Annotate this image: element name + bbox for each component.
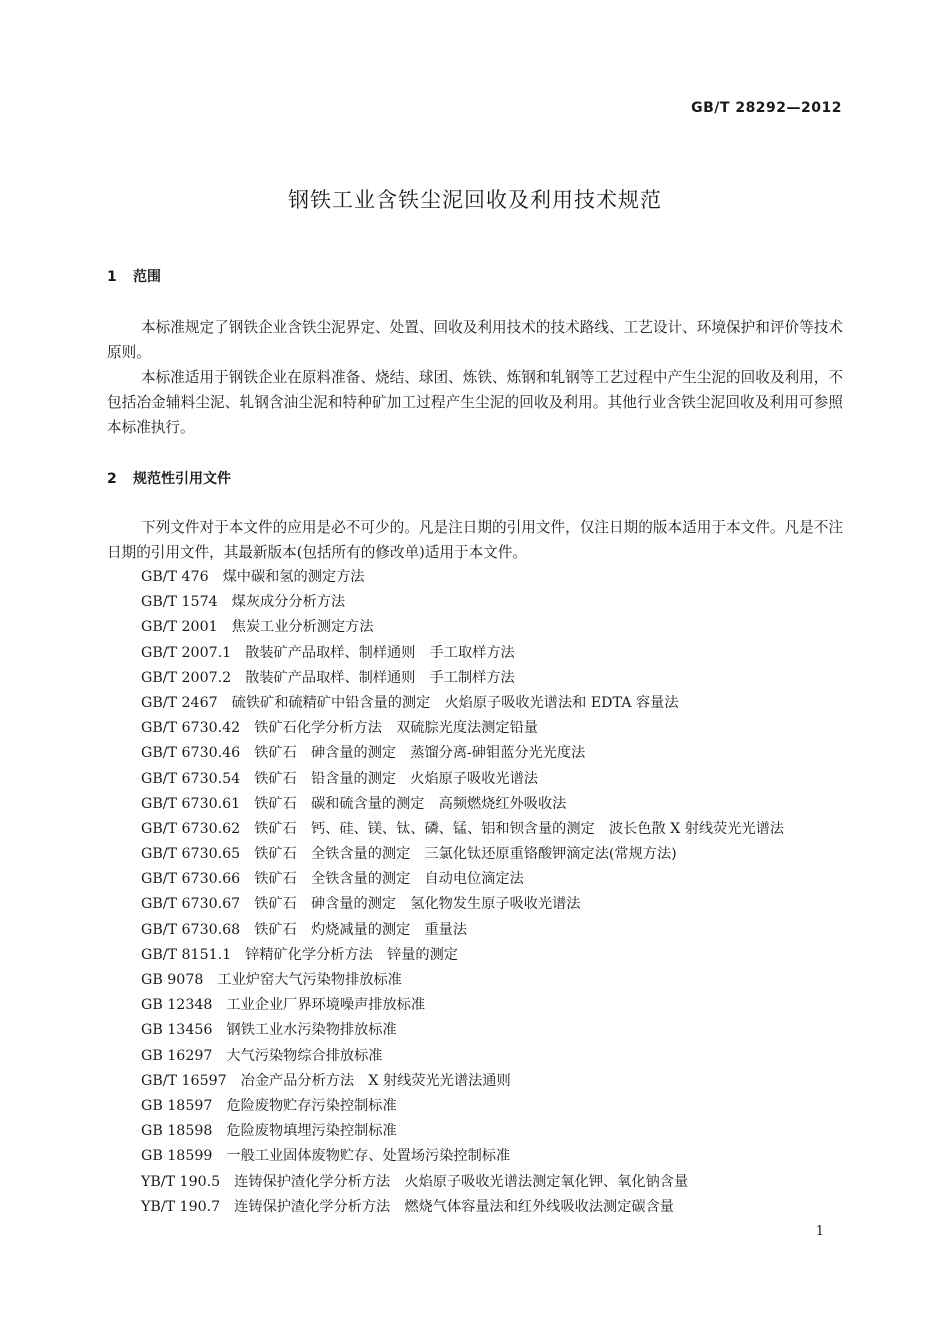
scope-paragraph-2: 本标准适用于钢铁企业在原料准备、烧结、球团、炼铁、炼钢和轧钢等工艺过程中产生尘泥的回收及利用，不包括冶金辅料尘泥、轧钢含油尘泥和特种矿加工过程产生尘泥的回收及利用。其他行业含铁尘泥回收及利用可参照本标准执行。	[107, 369, 843, 436]
reference-item	[141, 641, 861, 666]
reference-list	[141, 565, 861, 1220]
reference-title: 铁矿石 全铁含量的测定 自动电位滴定法	[254, 871, 524, 888]
reference-title: 铁矿石 砷含量的测定 氢化物发生原子吸收光谱法	[254, 896, 581, 913]
reference-item	[141, 1069, 861, 1094]
reference-title: 连铸保护渣化学分析方法 燃烧气体容量法和红外线吸收法测定碳含量	[234, 1198, 674, 1215]
reference-code: GB/T 1574	[141, 594, 218, 611]
reference-item	[141, 993, 861, 1018]
section-title: 范围	[133, 269, 161, 285]
reference-item	[141, 716, 861, 741]
standard-code: GB/T 28292—2012	[691, 100, 842, 116]
reference-item	[141, 892, 861, 917]
section-title: 规范性引用文件	[133, 471, 231, 487]
reference-title: 铁矿石 钙、硅、镁、钛、磷、锰、铝和钡含量的测定 波长色散 X 射线荧光光谱法	[254, 820, 785, 837]
reference-code: GB 9078	[141, 972, 204, 988]
scope-paragraph-1: 本标准规定了钢铁企业含铁尘泥界定、处置、回收及利用技术的技术路线、工艺设计、环境保护和评价等技术原则。	[107, 319, 843, 361]
reference-item	[141, 666, 861, 691]
reference-code: GB/T 6730.61	[141, 795, 241, 812]
reference-item	[141, 1119, 861, 1144]
reference-code: GB/T 2001	[141, 619, 218, 636]
reference-title: 一般工业固体废物贮存、处置场污染控制标准	[226, 1148, 511, 1165]
reference-code: GB/T 16597	[141, 1072, 227, 1089]
reference-title: 大气污染物综合排放标准	[226, 1047, 383, 1064]
reference-item	[141, 767, 861, 792]
reference-title: 煤灰成分分析方法	[231, 594, 346, 611]
reference-item	[141, 691, 861, 716]
reference-title: 锌精矿化学分析方法 锌量的测定	[245, 946, 458, 963]
page-number: 1	[815, 1224, 824, 1239]
reference-title: 煤中碳和氢的测定方法	[222, 569, 365, 585]
reference-item	[141, 1170, 861, 1195]
reference-title: 连铸保护渣化学分析方法 火焰原子吸收光谱法测定氧化钾、氧化钠含量	[234, 1173, 689, 1190]
reference-title: 铁矿石 灼烧减量的测定 重量法	[254, 921, 468, 938]
reference-title: 钢铁工业水污染物排放标准	[226, 1022, 397, 1039]
reference-code: GB 18597	[141, 1097, 213, 1114]
reference-title: 硫铁矿和硫精矿中铅含量的测定 火焰原子吸收光谱法和 EDTA 容量法	[231, 694, 679, 711]
reference-title: 铁矿石 碳和硫含量的测定 高频燃烧红外吸收法	[254, 795, 567, 812]
reference-code: YB/T 190.7	[141, 1198, 221, 1215]
reference-title: 铁矿石化学分析方法 双硫腙光度法测定铅量	[254, 720, 538, 737]
section-1-heading	[107, 266, 161, 286]
reference-item	[141, 615, 861, 640]
reference-title: 工业炉窑大气污染物排放标准	[217, 972, 402, 988]
reference-code: GB/T 6730.54	[141, 770, 241, 787]
reference-code: GB/T 6730.66	[141, 871, 241, 888]
reference-title: 散装矿产品取样、制样通则 手工取样方法	[245, 644, 515, 661]
reference-code: GB/T 476	[141, 569, 209, 585]
reference-item	[141, 792, 861, 817]
section-number: 1	[107, 269, 117, 285]
reference-title: 焦炭工业分析测定方法	[231, 619, 374, 636]
reference-code: GB 16297	[141, 1047, 213, 1064]
reference-item	[141, 867, 861, 892]
section-2-heading	[107, 468, 231, 488]
reference-code: GB/T 2467	[141, 694, 218, 711]
reference-title: 危险废物填埋污染控制标准	[226, 1123, 397, 1140]
reference-title: 冶金产品分析方法 X 射线荧光光谱法通则	[240, 1072, 511, 1089]
reference-code: GB/T 6730.42	[141, 720, 241, 737]
reference-title: 铁矿石 全铁含量的测定 三氯化钛还原重铬酸钾滴定法(常规方法)	[254, 846, 677, 863]
reference-item	[141, 1195, 861, 1220]
reference-title: 散装矿产品取样、制样通则 手工制样方法	[245, 669, 515, 686]
reference-code: GB 18598	[141, 1123, 213, 1140]
reference-title: 铁矿石 铅含量的测定 火焰原子吸收光谱法	[254, 770, 538, 787]
reference-item	[141, 817, 861, 842]
reference-item	[141, 590, 861, 615]
reference-title: 工业企业厂界环境噪声排放标准	[226, 997, 426, 1014]
reference-title: 危险废物贮存污染控制标准	[226, 1097, 397, 1114]
reference-code: GB 13456	[141, 1022, 213, 1039]
reference-item	[141, 1044, 861, 1069]
reference-title: 铁矿石 砷含量的测定 蒸馏分离-砷钼蓝分光光度法	[254, 745, 586, 762]
reference-item	[141, 943, 861, 968]
reference-item	[141, 1018, 861, 1043]
reference-code: GB/T 6730.46	[141, 745, 241, 762]
reference-code: YB/T 190.5	[141, 1173, 221, 1190]
reference-item	[141, 565, 861, 590]
reference-item	[141, 741, 861, 766]
reference-item	[141, 918, 861, 943]
normative-references-intro: 下列文件对于本文件的应用是必不可少的。凡是注日期的引用文件，仅注日期的版本适用于本文件。凡是不注日期的引用文件，其最新版本(包括所有的修改单)适用于本文件。	[107, 519, 843, 561]
reference-code: GB/T 6730.65	[141, 846, 241, 863]
reference-code: GB/T 8151.1	[141, 946, 232, 963]
reference-code: GB/T 6730.67	[141, 896, 241, 913]
reference-item	[141, 1094, 861, 1119]
reference-code: GB 12348	[141, 997, 213, 1014]
document-title: 钢铁工业含铁尘泥回收及利用技术规范	[288, 188, 662, 212]
section-number: 2	[107, 471, 117, 487]
reference-code: GB/T 6730.68	[141, 921, 241, 938]
reference-code: GB 18599	[141, 1148, 213, 1165]
reference-item	[141, 1144, 861, 1169]
reference-code: GB/T 6730.62	[141, 820, 241, 837]
reference-item	[141, 968, 861, 993]
reference-code: GB/T 2007.1	[141, 644, 232, 661]
reference-code: GB/T 2007.2	[141, 669, 232, 686]
reference-item	[141, 842, 861, 867]
